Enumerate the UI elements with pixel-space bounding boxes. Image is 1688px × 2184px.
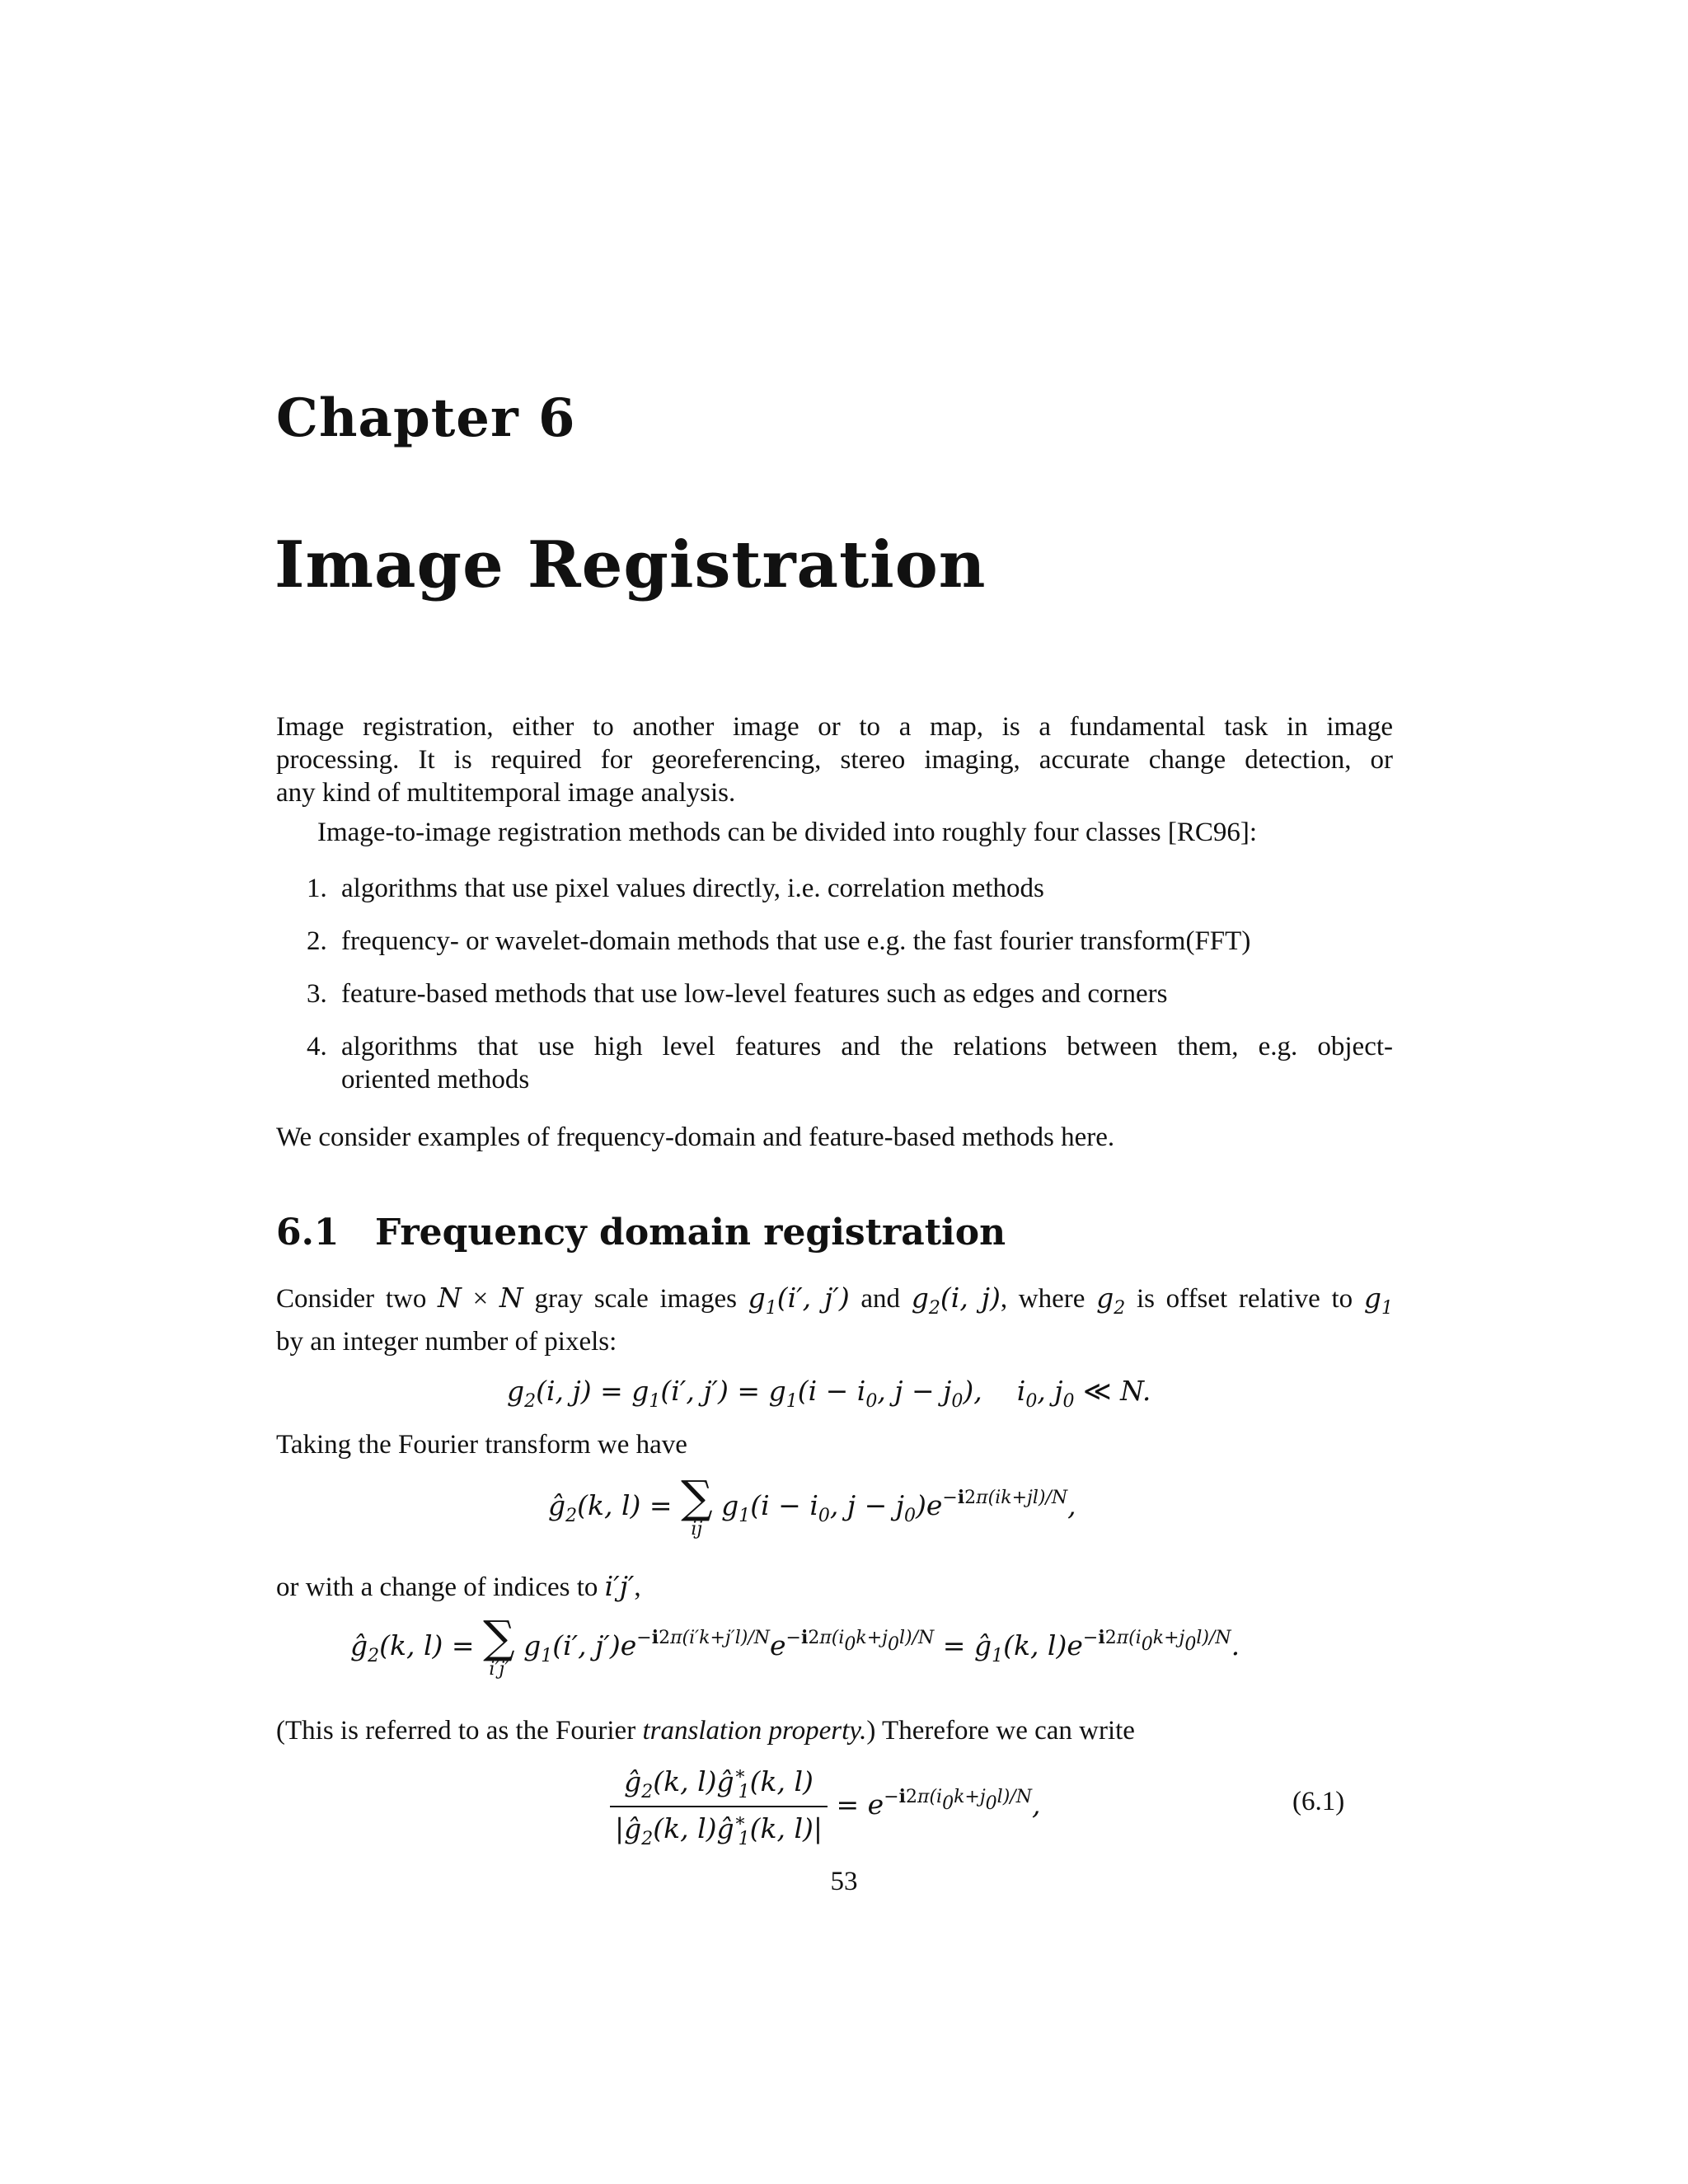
math-inline: $g_2(i$, j) <box>911 1282 1001 1319</box>
examples-sentence <box>276 1121 1393 1154</box>
equation-offset: $g_2(i$, $j) = g_1(i'$, $j') = g_1(i - i_0$, $j - j_0$), $i_0$, $j_0$ ≪ N. <box>507 1375 1151 1412</box>
equation-indices: $ĝ_2(k$, l) = ∑ i′j′ $g_1(i'$, $j')e^{-i2\pi(i'k+j'l)/N}e^{-i2\pi(i_0k+j_0l)/N}$ = $ĝ_1(k$, $l)e^{-i2\pi(i_0k+j_0l)/N}$. <box>350 1611 1240 1680</box>
emphasis-text: translation property. <box>642 1716 867 1746</box>
list-text: algorithms that use high level features and the relations between them, e.g. object- <box>341 1032 1393 1062</box>
page-number: 53 <box>830 1867 858 1896</box>
text-run: (This is referred to as the Fourier <box>276 1716 643 1746</box>
text-run: is offset relative to <box>1125 1284 1364 1314</box>
section-number: 6.1 <box>276 1212 340 1254</box>
math-inline: $g_1(i'$, j′) <box>748 1282 850 1319</box>
text-run: or with a change of indices to <box>276 1572 605 1602</box>
chapter-label: Chapter 6 <box>276 387 576 449</box>
section-title: Frequency domain registration <box>375 1212 1006 1254</box>
math-inline: $g_2$ <box>1096 1282 1126 1319</box>
intro-line: Image registration, either to another image or to a map, is a fundamental task in image <box>276 712 1393 742</box>
summation-symbol: ∑ i′j′ <box>483 1611 515 1680</box>
intro-line: processing. It is required for georeferencing, stereo imaging, accurate change detection, or <box>276 745 1393 775</box>
text-run: Consider two <box>276 1284 438 1314</box>
translation-line <box>276 1714 1393 1747</box>
list-number: 1. <box>307 874 327 903</box>
list-number: 3. <box>307 979 327 1009</box>
list-number: 4. <box>307 1032 327 1062</box>
equation-fourier: $ĝ_2(k$, l) = ∑ ij $g_1(i - i_0$, $j - j_0)e^{-i2\pi(ik+jl)/N}$, <box>548 1471 1076 1540</box>
text-run: ) Therefore we can write <box>866 1716 1135 1746</box>
change-indices-line: or with a change of indices to i′j′, <box>276 1570 641 1602</box>
examples-text: We consider examples of frequency-domain and feature-based methods here. <box>276 1122 1115 1152</box>
consider-paragraph <box>276 1282 1393 1358</box>
chapter-title: Image Registration <box>274 527 987 602</box>
fourier-intro-text: Taking the Fourier transform we have <box>276 1430 687 1460</box>
consider-line: by an integer number of pixels: <box>276 1327 617 1357</box>
consider-line: Consider two N × N gray scale images $g_1(i'$, j′) and $g_2(i$, j), where $g_2$ is offset relative to $g_1$ <box>276 1282 1394 1319</box>
intro-paragraph <box>276 710 1393 809</box>
math-inline: i′j′ <box>604 1570 635 1602</box>
list-text: oriented methods <box>341 1065 530 1094</box>
list-number: 2. <box>307 926 327 956</box>
text-run: , where <box>1000 1284 1097 1314</box>
math-inline: $g_1$ <box>1363 1282 1394 1319</box>
summation-symbol: ∑ ij <box>681 1471 713 1540</box>
fourier-intro <box>276 1428 1393 1461</box>
math-inline: N <box>499 1282 523 1314</box>
fraction: $\frac{ĝ_2(k, l)ĝ^∗_1(k, l)}{|ĝ_2(k, l)ĝ^∗_1(k, l)|}$ <box>610 1764 828 1849</box>
math-inline: N <box>438 1282 462 1314</box>
change-indices <box>276 1570 1393 1604</box>
intro-line: any kind of multitemporal image analysis. <box>276 778 736 808</box>
list-text: algorithms that use pixel values directly, i.e. correlation methods <box>341 874 1044 903</box>
equation-number: (6.1) <box>1292 1787 1345 1816</box>
translation-sentence <box>276 1714 1393 1747</box>
text-run: and <box>849 1284 912 1314</box>
text-run: gray scale images <box>523 1284 748 1314</box>
list-text: feature-based methods that use low-level features such as edges and corners <box>341 979 1168 1009</box>
section-heading <box>276 1212 1006 1254</box>
equation-6-1: $\frac{ĝ_2(k, l)ĝ^∗_1(k, l)}{|ĝ_2(k, l)ĝ^∗_1(k, l)|}$ = $e^{-i2\pi(i_0k+j_0l)/N}$, <box>610 1764 1040 1849</box>
classes-intro: Image-to-image registration methods can be divided into roughly four classes [RC96]: <box>317 818 1258 847</box>
list-text: frequency- or wavelet-domain methods that use e.g. the fast fourier transform(FFT) <box>341 926 1251 956</box>
